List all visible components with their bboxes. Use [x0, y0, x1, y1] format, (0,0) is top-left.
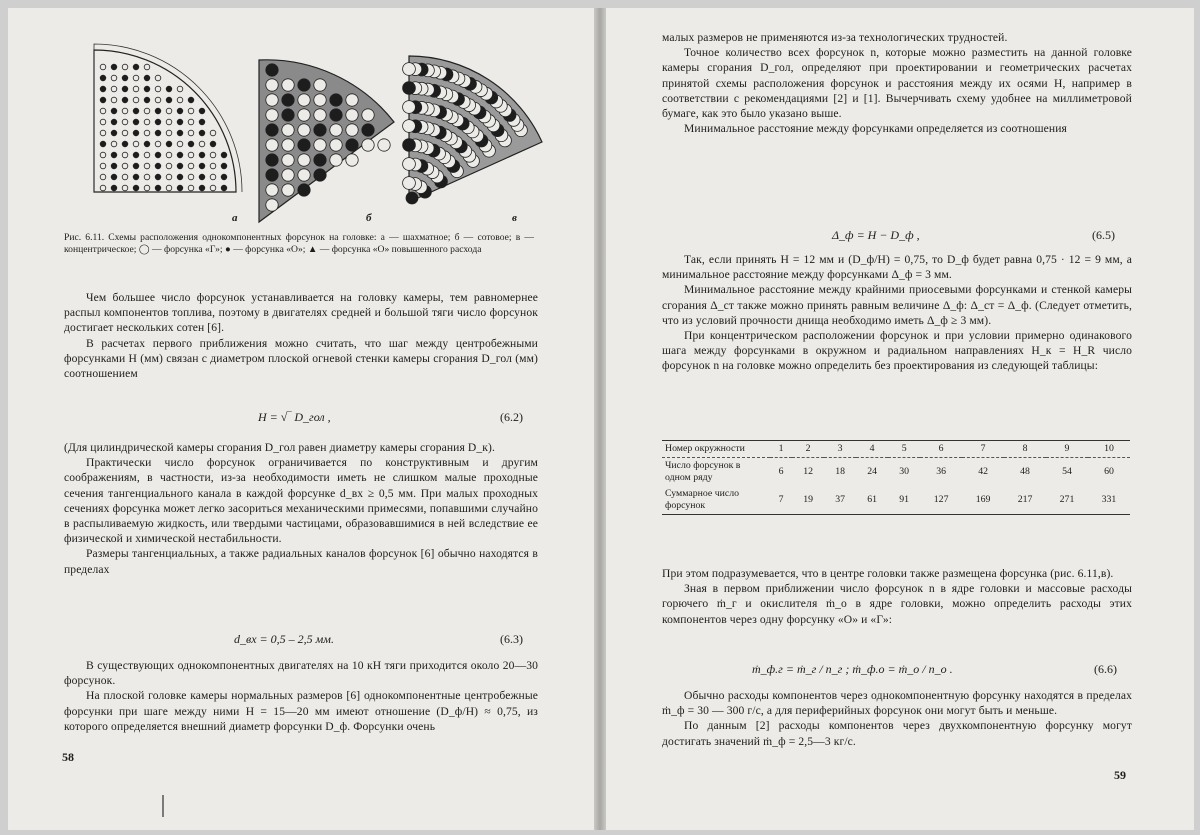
injector-dot [314, 124, 326, 136]
table-cell: 5 [888, 441, 920, 458]
injector-dot [155, 163, 161, 169]
injector-dot [133, 174, 139, 180]
paragraph: По данным [2] расходы компонентов через двухкомпонентную форсунку могут достигать значений ṁ_ф = 2,5—3 кг/с. [662, 719, 1132, 748]
right-text-4 [662, 688, 1132, 749]
left-text-3 [64, 658, 538, 734]
injector-dot [298, 184, 310, 196]
paragraph: В существующих однокомпонентных двигателях на 10 кН тяги приходится около 20—30 форсунок. [64, 659, 538, 688]
injector-dot [155, 152, 161, 158]
injector-dot [403, 82, 416, 95]
injector-dot [266, 64, 278, 76]
injector-dot [210, 141, 216, 147]
injector-dot [346, 124, 358, 136]
equation-number: (6.6) [1094, 662, 1117, 676]
injector-dot [133, 75, 139, 81]
injector-dot [282, 94, 294, 106]
injector-dot [362, 109, 374, 121]
injector-dot [133, 119, 139, 125]
injector-dot [111, 108, 117, 114]
injector-dot [100, 185, 106, 191]
table-cell: 217 [1004, 486, 1046, 515]
injector-dot [362, 124, 374, 136]
injector-dot [133, 152, 139, 158]
injector-layout-figure [74, 42, 544, 232]
injector-dot [330, 154, 342, 166]
injector-dot [111, 152, 117, 158]
paragraph: (Для цилиндрической камеры сгорания D_гол равен диаметру камеры сгорания D_к). [64, 441, 495, 454]
injector-dot [177, 163, 183, 169]
injector-dot [378, 139, 390, 151]
table-cell: 60 [1104, 466, 1114, 477]
injector-dot [266, 79, 278, 91]
injector-dot [100, 174, 106, 180]
injector-dot [144, 163, 150, 169]
injector-dot [144, 86, 150, 92]
injector-dot [199, 108, 205, 114]
injector-dot [144, 130, 150, 136]
equation-number: (6.5) [1092, 228, 1115, 242]
injector-dot [221, 185, 227, 191]
injector-dot [133, 108, 139, 114]
injector-dot [133, 97, 139, 103]
injector-dot [100, 97, 106, 103]
injector-count-table [662, 440, 1130, 515]
injector-dot [298, 139, 310, 151]
table-cell: 6 [778, 466, 784, 477]
injector-dot [403, 158, 416, 171]
injector-dot [111, 64, 117, 70]
injector-dot [166, 108, 172, 114]
paragraph: На плоской головке камеры нормальных размеров [6] однокомпонентные центробежные форсунки при шаге между ними H = 15—20 мм имеют отношение (D_ф/H) ≈ 0,75, из которого определяется внешний диаметр форсунки D_ф. Форсунки очень [64, 689, 538, 733]
injector-dot [144, 119, 150, 125]
injector-dot [266, 124, 278, 136]
injector-dot [100, 64, 106, 70]
figure-panel-a [94, 44, 242, 192]
table-cell: 36 [936, 466, 947, 477]
injector-dot [155, 75, 161, 81]
injector-dot [122, 152, 128, 158]
injector-dot [221, 152, 227, 158]
injector-dot [144, 108, 150, 114]
table-cell: 331 [1088, 486, 1130, 515]
formula-6-6: ṁ_ф.г = ṁ_г / n_г ; ṁ_ф.о = ṁ_о / n_о . [752, 662, 953, 676]
injector-dot [111, 130, 117, 136]
injector-dot [188, 141, 194, 147]
injector-dot [298, 109, 310, 121]
injector-dot [188, 163, 194, 169]
injector-dot [133, 185, 139, 191]
injector-dot [122, 185, 128, 191]
injector-dot [122, 119, 128, 125]
injector-dot [188, 130, 194, 136]
injector-dot [177, 86, 183, 92]
injector-dot [199, 119, 205, 125]
injector-dot [199, 152, 205, 158]
injector-dot [199, 163, 205, 169]
injector-dot [166, 130, 172, 136]
injector-dot [314, 169, 326, 181]
figure-label-c: в [512, 212, 517, 224]
table-cell: 3 [824, 441, 856, 458]
injector-dot [166, 185, 172, 191]
injector-dot [144, 174, 150, 180]
table-cell: 91 [888, 486, 920, 515]
injector-dot [100, 108, 106, 114]
injector-dot [199, 141, 205, 147]
injector-dot [188, 152, 194, 158]
injector-dot [166, 141, 172, 147]
injector-dot [100, 152, 106, 158]
injector-dot [282, 109, 294, 121]
injector-dot [100, 141, 106, 147]
formula-6-3: d_вх = 0,5 – 2,5 мм. [234, 632, 334, 646]
injector-dot [122, 141, 128, 147]
injector-dot [330, 109, 342, 121]
injector-dot [210, 185, 216, 191]
page-number-right: 59 [1114, 768, 1126, 782]
injector-dot [298, 79, 310, 91]
paragraph: Так, если принять H = 12 мм и (D_ф/H) = 0,75, то D_ф будет равна 0,75 · 12 = 9 мм, а минимальное расстояние между форсунками Δ_ф = 3 мм. [662, 253, 1132, 282]
paragraph: В расчетах первого приближения можно считать, что шаг между центробежными форсунками H (мм) связан с диаметром плоской огневой стенки камеры сгорания D_гол (мм) соотношением [64, 336, 538, 381]
table-header-cell: Номер окружности [662, 441, 770, 458]
injector-dot [177, 152, 183, 158]
table-cell: 9 [1046, 441, 1088, 458]
injector-dot [210, 163, 216, 169]
paragraph: Зная в первом приближении число форсунок n в ядре головки и массовые расходы горючего ṁ_г и окислителя ṁ_о в ядре головки, можно определить расходы этих компонентов через одну форсунку «О» и «Г»: [662, 582, 1132, 626]
injector-dot [122, 86, 128, 92]
injector-dot [403, 139, 416, 152]
injector-dot [282, 124, 294, 136]
table-cell: 4 [856, 441, 888, 458]
left-text-1 [64, 290, 538, 381]
injector-dot [144, 185, 150, 191]
injector-dot [111, 119, 117, 125]
injector-dot [133, 64, 139, 70]
table-cell: 2 [792, 441, 824, 458]
injector-dot [100, 75, 106, 81]
injector-dot [133, 86, 139, 92]
injector-dot [221, 163, 227, 169]
injector-dot [266, 109, 278, 121]
injector-dot [155, 86, 161, 92]
paragraph: Точное количество всех форсунок n, которые можно разместить на данной головке камеры сгорания D_гол, определяют при проектировании и геометрических расчетах принятой схемы расположения форсунок и расстояния между их осями H, например в соответствии с рекомендациями [2] и [1]. Вычерчивать схему удобнее на миллиметровой бумаге, как это было указано выше. [662, 46, 1132, 121]
equation-number: (6.3) [500, 632, 523, 646]
injector-dot [122, 108, 128, 114]
injector-dot [188, 97, 194, 103]
injector-dot [122, 64, 128, 70]
injector-dot [166, 174, 172, 180]
table-cell: 12 [803, 466, 813, 477]
right-text-3 [662, 566, 1132, 627]
injector-dot [155, 174, 161, 180]
binding-mark [162, 795, 164, 817]
paragraph: Размеры тангенциальных, а также радиальных каналов форсунок [6] обычно находятся в пределах [64, 547, 538, 576]
table-cell: 37 [824, 486, 856, 515]
injector-dot [166, 163, 172, 169]
injector-dot [330, 139, 342, 151]
table-cell: 7 [962, 441, 1004, 458]
table-cell: 8 [1004, 441, 1046, 458]
figure-label-b: б [366, 212, 372, 224]
figure-label-a: а [232, 212, 238, 224]
table-cell: 30 [899, 466, 910, 477]
injector-dot [406, 192, 418, 204]
injector-dot [314, 94, 326, 106]
table-row-label: Число форсунок в одном ряду [665, 460, 741, 483]
injector-dot [298, 154, 310, 166]
injector-dot [122, 130, 128, 136]
injector-dot [111, 163, 117, 169]
injector-dot [144, 141, 150, 147]
table-cell: 54 [1062, 466, 1072, 477]
paragraph: При этом подразумевается, что в центре головки также размещена форсунка (рис. 6.11,в). [662, 567, 1114, 580]
injector-dot [155, 141, 161, 147]
injector-dot [188, 108, 194, 114]
injector-dot [403, 177, 416, 190]
paragraph: Чем большее число форсунок устанавливается на головку камеры, тем равномернее распыл компонентов топлива, поэтому в двигателях средней и большой тяги число форсунок достигает нескольких сотен [6]. [64, 291, 538, 335]
injector-dot [282, 139, 294, 151]
injector-dot [166, 119, 172, 125]
injector-dot [111, 174, 117, 180]
injector-dot [266, 154, 278, 166]
injector-dot [210, 130, 216, 136]
injector-dot [282, 184, 294, 196]
injector-dot [188, 119, 194, 125]
left-text-2 [64, 440, 538, 577]
injector-dot [155, 97, 161, 103]
injector-dot [346, 154, 358, 166]
injector-dot [155, 185, 161, 191]
table-cell: 48 [1020, 466, 1030, 477]
injector-dot [266, 139, 278, 151]
paragraph: При концентрическом расположении форсунок и при условии примерно одинакового шага между форсунками в окружном и радиальном направлениях H_к = H_R число форсунок n на головке можно определить без проектирования из следующей таблицы: [662, 329, 1132, 373]
injector-dot [346, 139, 358, 151]
injector-dot [177, 141, 183, 147]
injector-dot [210, 152, 216, 158]
page-number-left: 58 [62, 750, 74, 764]
injector-dot [177, 97, 183, 103]
injector-dot [403, 63, 416, 76]
formula-6-2: H = √‾ D_гол , [258, 410, 331, 424]
table-cell: 169 [962, 486, 1004, 515]
injector-dot [144, 64, 150, 70]
injector-dot [188, 174, 194, 180]
injector-dot [266, 184, 278, 196]
injector-dot [166, 86, 172, 92]
paragraph: Минимальное расстояние между форсунками определяется из соотношения [684, 122, 1067, 136]
table-row-label: Суммарное число форсунок [662, 486, 770, 515]
injector-dot [100, 163, 106, 169]
right-text-2 [662, 252, 1132, 374]
injector-dot [314, 79, 326, 91]
injector-dot [314, 154, 326, 166]
table-cell: 61 [856, 486, 888, 515]
injector-dot [166, 97, 172, 103]
injector-dot [177, 108, 183, 114]
injector-dot [122, 163, 128, 169]
injector-dot [330, 124, 342, 136]
injector-dot [111, 185, 117, 191]
injector-dot [177, 119, 183, 125]
injector-dot [298, 124, 310, 136]
table-row [662, 486, 1130, 515]
paragraph: Практически число форсунок ограничивается по конструктивным и другим соображениям, в частности, из-за необходимости иметь не слишком малые проходные сечения тангенциального канала в каждой форсунке d_вх ≥ 0,5 мм. При малых проходных сечениях форсунка может легко засориться механическими примесями, попавшими случайно в распыливаемую жидкость, или твердыми частицами, образовавшимися в ней вследствие ее физической и химической нестабильности. [64, 456, 538, 546]
paragraph: малых размеров не применяются из-за технологических трудностей. [662, 31, 1008, 44]
injector-dot [133, 163, 139, 169]
injector-dot [166, 152, 172, 158]
injector-dot [346, 109, 358, 121]
injector-dot [111, 86, 117, 92]
injector-dot [155, 108, 161, 114]
table-cell: 42 [978, 466, 988, 477]
injector-dot [100, 86, 106, 92]
injector-dot [266, 94, 278, 106]
figure-caption: Рис. 6.11. Схемы расположения однокомпонентных форсунок на головке: а — шахматное; б — сотовое; в — концентрическое; ◯ — форсунка «Г»; ● — форсунка «О»; ▲ — форсунка «О» повышенного расхода [64, 232, 534, 256]
table-cell: 127 [920, 486, 962, 515]
injector-dot [314, 139, 326, 151]
injector-dot [155, 130, 161, 136]
paragraph: Обычно расходы компонентов через однокомпонентную форсунку находятся в пределах ṁ_ф = 30 — 300 г/с, а для периферийных форсунок они могут быть и меньше. [662, 689, 1132, 718]
injector-dot [100, 130, 106, 136]
injector-dot [111, 141, 117, 147]
injector-dot [177, 174, 183, 180]
injector-dot [188, 185, 194, 191]
injector-dot [100, 119, 106, 125]
table-cell: 24 [867, 466, 878, 477]
formula-6-5: Δ_ф = H − D_ф , [832, 228, 920, 242]
injector-dot [298, 169, 310, 181]
injector-dot [210, 174, 216, 180]
injector-dot [282, 79, 294, 91]
injector-dot [144, 152, 150, 158]
paragraph: Минимальное расстояние между крайними приосевыми форсунками и стенкой камеры сгорания Δ_ст также можно принять равным величине Δ_ф: Δ_ст = Δ_ф. (Следует отметить, что из условий прочности днища необходимо иметь Δ_ф ≥ 3 мм). [662, 283, 1132, 327]
injector-dot [346, 94, 358, 106]
injector-dot [266, 169, 278, 181]
table-cell: 19 [792, 486, 824, 515]
right-text-1 [662, 30, 1132, 136]
injector-dot [282, 154, 294, 166]
equation-number: (6.2) [500, 410, 523, 424]
injector-dot [199, 174, 205, 180]
table-cell: 1 [770, 441, 792, 458]
injector-dot [282, 169, 294, 181]
table-header-row [662, 441, 1130, 458]
table-cell: 6 [920, 441, 962, 458]
injector-dot [362, 139, 374, 151]
injector-dot [177, 130, 183, 136]
table-cell: 7 [770, 486, 792, 515]
table-cell: 10 [1088, 441, 1130, 458]
injector-dot [122, 174, 128, 180]
injector-dot [403, 101, 416, 114]
injector-dot [144, 75, 150, 81]
book-gutter [594, 8, 606, 830]
injector-dot [111, 97, 117, 103]
figure-panel-b [259, 60, 394, 222]
injector-dot [155, 119, 161, 125]
table-row [662, 458, 1130, 487]
injector-dot [122, 97, 128, 103]
table-cell: 18 [835, 466, 846, 477]
injector-dot [403, 120, 416, 133]
injector-dot [199, 185, 205, 191]
injector-dot [298, 94, 310, 106]
injector-dot [133, 130, 139, 136]
table-cell: 271 [1046, 486, 1088, 515]
injector-dot [330, 94, 342, 106]
injector-dot [111, 75, 117, 81]
injector-dot [314, 109, 326, 121]
injector-dot [199, 130, 205, 136]
injector-dot [133, 141, 139, 147]
injector-dot [177, 185, 183, 191]
figure-panel-c [403, 56, 542, 204]
injector-dot [266, 199, 278, 211]
injector-dot [122, 75, 128, 81]
injector-dot [144, 97, 150, 103]
injector-dot [221, 174, 227, 180]
